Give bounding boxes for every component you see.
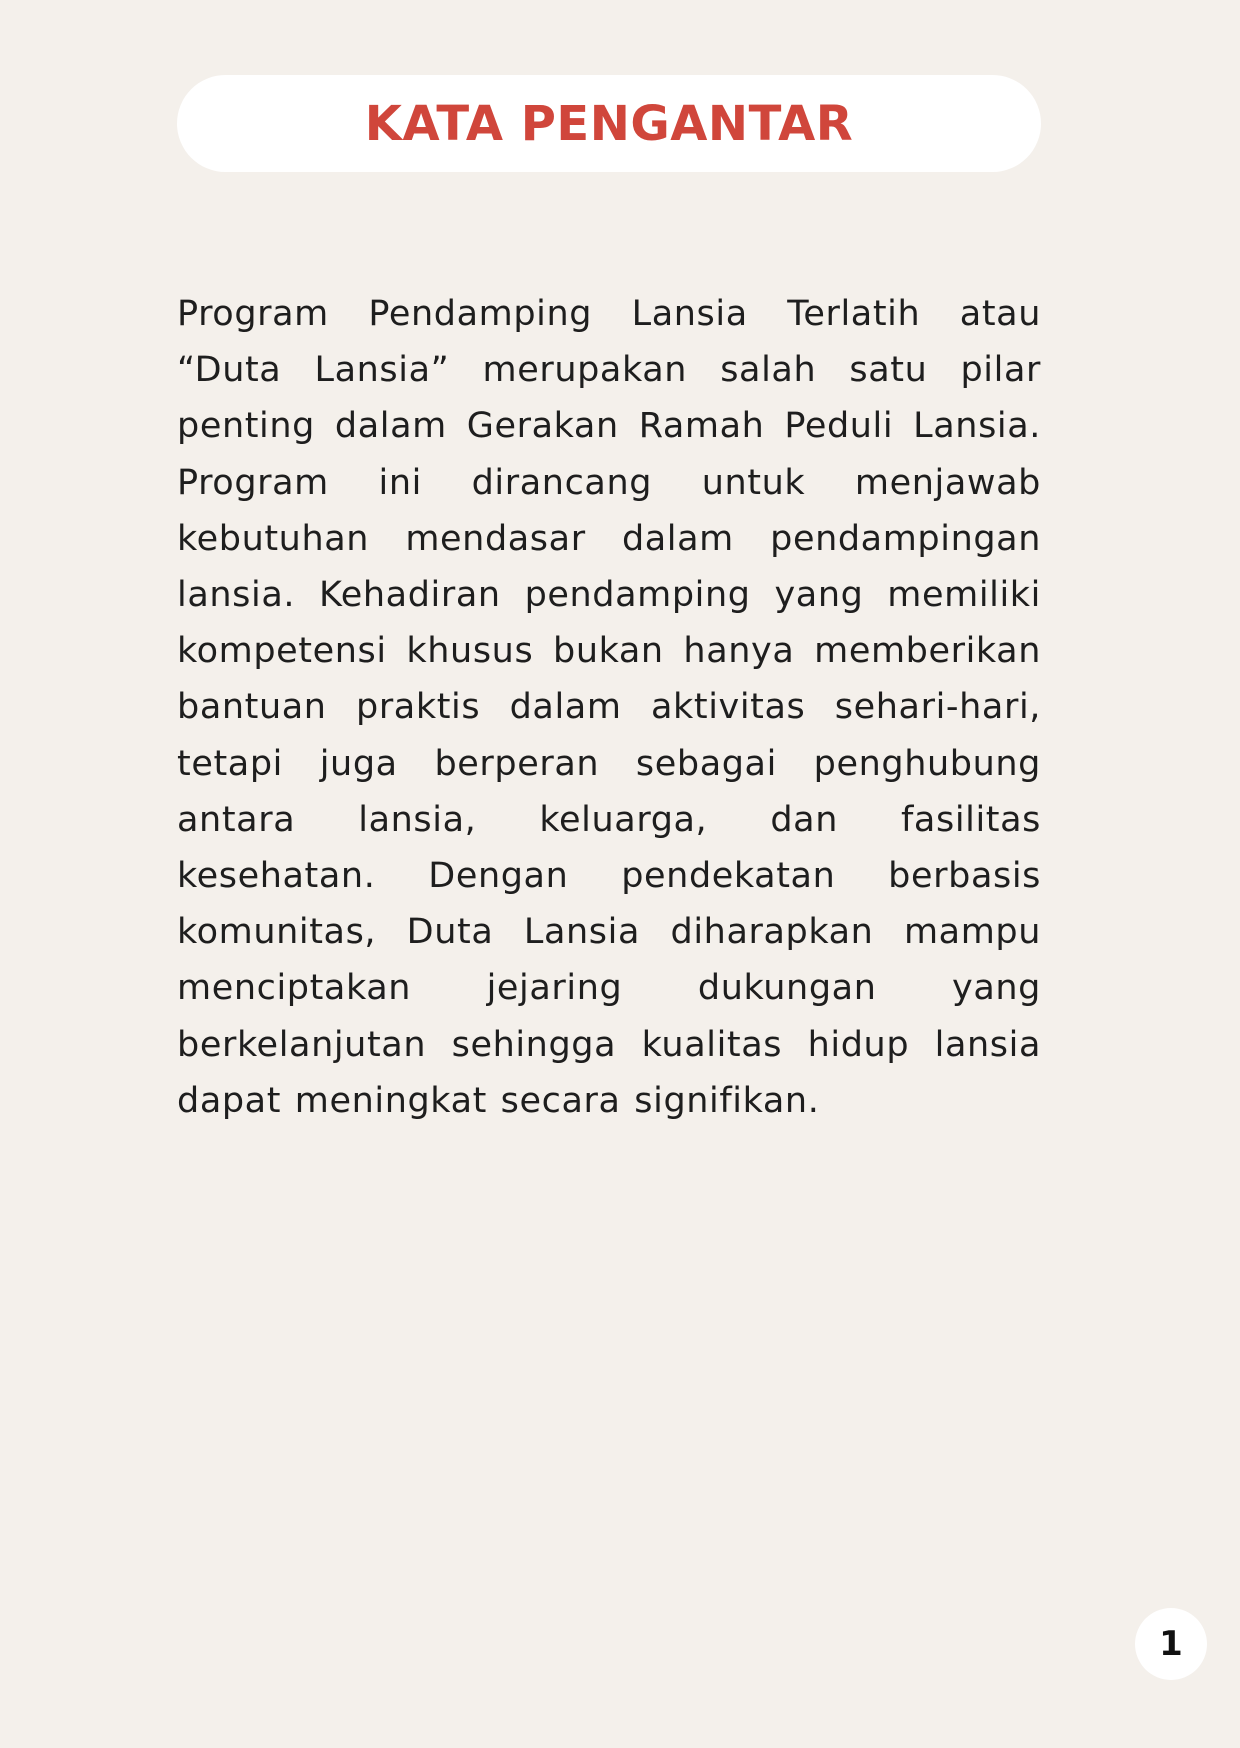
page-title: KATA PENGANTAR — [364, 95, 854, 152]
title-banner — [177, 75, 1041, 172]
page-number-badge: 1 — [1135, 1608, 1207, 1680]
body-paragraph: Program Pendamping Lansia Terlatih atau “Duta Lansia” merupakan salah satu pilar penting dalam Gerakan Ramah Peduli Lansia. Program ini dirancang untuk menjawab kebutuhan mendasar dalam pendampingan lansia. Kehadiran pendamping yang memiliki kompetensi khusus bukan hanya memberikan bantuan praktis dalam aktivitas sehari-hari, tetapi juga berperan sebagai penghubung antara lansia, keluarga, dan fasilitas kesehatan. Dengan pendekatan berbasis komunitas, Duta Lansia diharapkan mampu menciptakan jejaring dukungan yang berkelanjutan sehingga kualitas hidup lansia dapat meningkat secara signifikan. — [177, 294, 1041, 1121]
